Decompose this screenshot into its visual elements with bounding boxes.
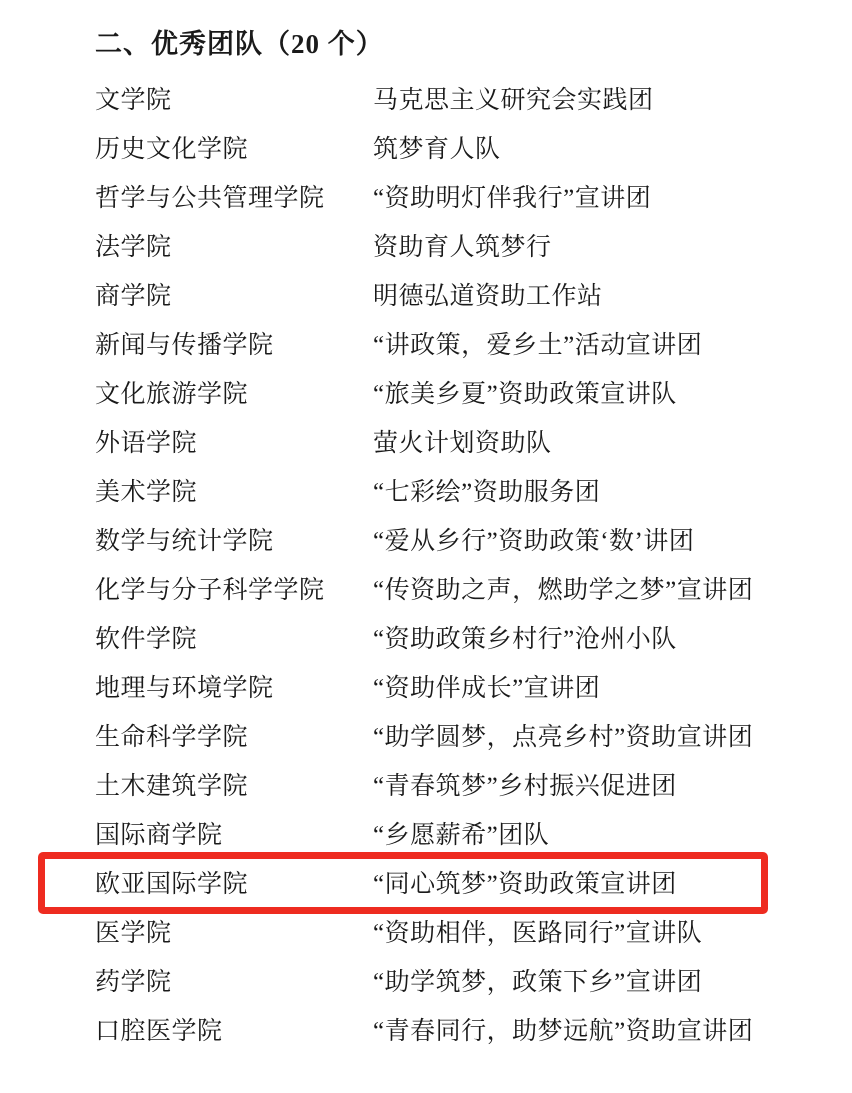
table-row: [95, 1011, 795, 1060]
row-unit: 欧亚国际学院: [95, 871, 249, 898]
row-unit: 化学与分子科学学院: [95, 577, 325, 604]
row-unit: 国际商学院: [95, 822, 223, 849]
row-team: 马克思主义研究会实践团: [373, 87, 654, 114]
row-team: “同心筑梦”资助政策宣讲团: [373, 871, 677, 898]
row-unit: 医学院: [95, 920, 172, 947]
row-team: 资助育人筑梦行: [373, 234, 552, 261]
row-team: “资助政策乡村行”沧州小队: [373, 626, 677, 653]
row-team: “讲政策，爱乡土”活动宣讲团: [373, 332, 703, 359]
row-team: “青春筑梦”乡村振兴促进团: [373, 773, 677, 800]
row-team: 筑梦育人队: [373, 136, 501, 163]
table-row: [95, 962, 795, 1011]
row-unit: 药学院: [95, 969, 172, 996]
table-row: [95, 913, 795, 962]
table-row: [95, 521, 795, 570]
row-unit: 口腔医学院: [95, 1018, 223, 1045]
row-team: “助学筑梦，政策下乡”宣讲团: [373, 969, 703, 996]
team-list: [95, 80, 795, 1060]
highlight-mask: [38, 852, 768, 860]
table-row: [95, 766, 795, 815]
row-team: “七彩绘”资助服务团: [373, 479, 601, 506]
row-team: 萤火计划资助队: [373, 430, 552, 457]
row-team: “青春同行，助梦远航”资助宣讲团: [373, 1018, 754, 1045]
table-row: [95, 717, 795, 766]
row-unit: 商学院: [95, 283, 172, 310]
row-unit: 美术学院: [95, 479, 198, 506]
row-unit: 新闻与传播学院: [95, 332, 274, 359]
row-unit: 外语学院: [95, 430, 198, 457]
row-unit: 法学院: [95, 234, 172, 261]
row-team: “爱从乡行”资助政策‘数’讲团: [373, 528, 695, 555]
row-team: “资助伴成长”宣讲团: [373, 675, 601, 702]
row-unit: 文学院: [95, 87, 172, 114]
table-row: [95, 472, 795, 521]
page-title: 二、优秀团队（20 个）: [95, 29, 384, 59]
table-row: [95, 374, 795, 423]
row-unit: 软件学院: [95, 626, 198, 653]
table-row: [95, 325, 795, 374]
row-team: “资助明灯伴我行”宣讲团: [373, 185, 652, 212]
row-team: “乡愿薪希”团队: [373, 822, 550, 849]
table-row: [95, 668, 795, 717]
table-row: [95, 570, 795, 619]
table-row: [95, 864, 795, 913]
table-row: [95, 276, 795, 325]
row-team: “助学圆梦，点亮乡村”资助宣讲团: [373, 724, 754, 751]
table-row: [95, 129, 795, 178]
row-team: 明德弘道资助工作站: [373, 283, 603, 310]
table-row: [95, 80, 795, 129]
row-team: “旅美乡夏”资助政策宣讲队: [373, 381, 677, 408]
table-row: [95, 227, 795, 276]
row-team: “资助相伴，医路同行”宣讲队: [373, 920, 703, 947]
row-unit: 土木建筑学院: [95, 773, 249, 800]
table-row: [95, 423, 795, 472]
row-unit: 数学与统计学院: [95, 528, 274, 555]
table-row: [95, 619, 795, 668]
row-unit: 哲学与公共管理学院: [95, 185, 325, 212]
row-unit: 历史文化学院: [95, 136, 249, 163]
row-unit: 生命科学学院: [95, 724, 249, 751]
table-row: [95, 178, 795, 227]
row-unit: 地理与环境学院: [95, 675, 274, 702]
row-unit: 文化旅游学院: [95, 381, 249, 408]
row-team: “传资助之声，燃助学之梦”宣讲团: [373, 577, 754, 604]
